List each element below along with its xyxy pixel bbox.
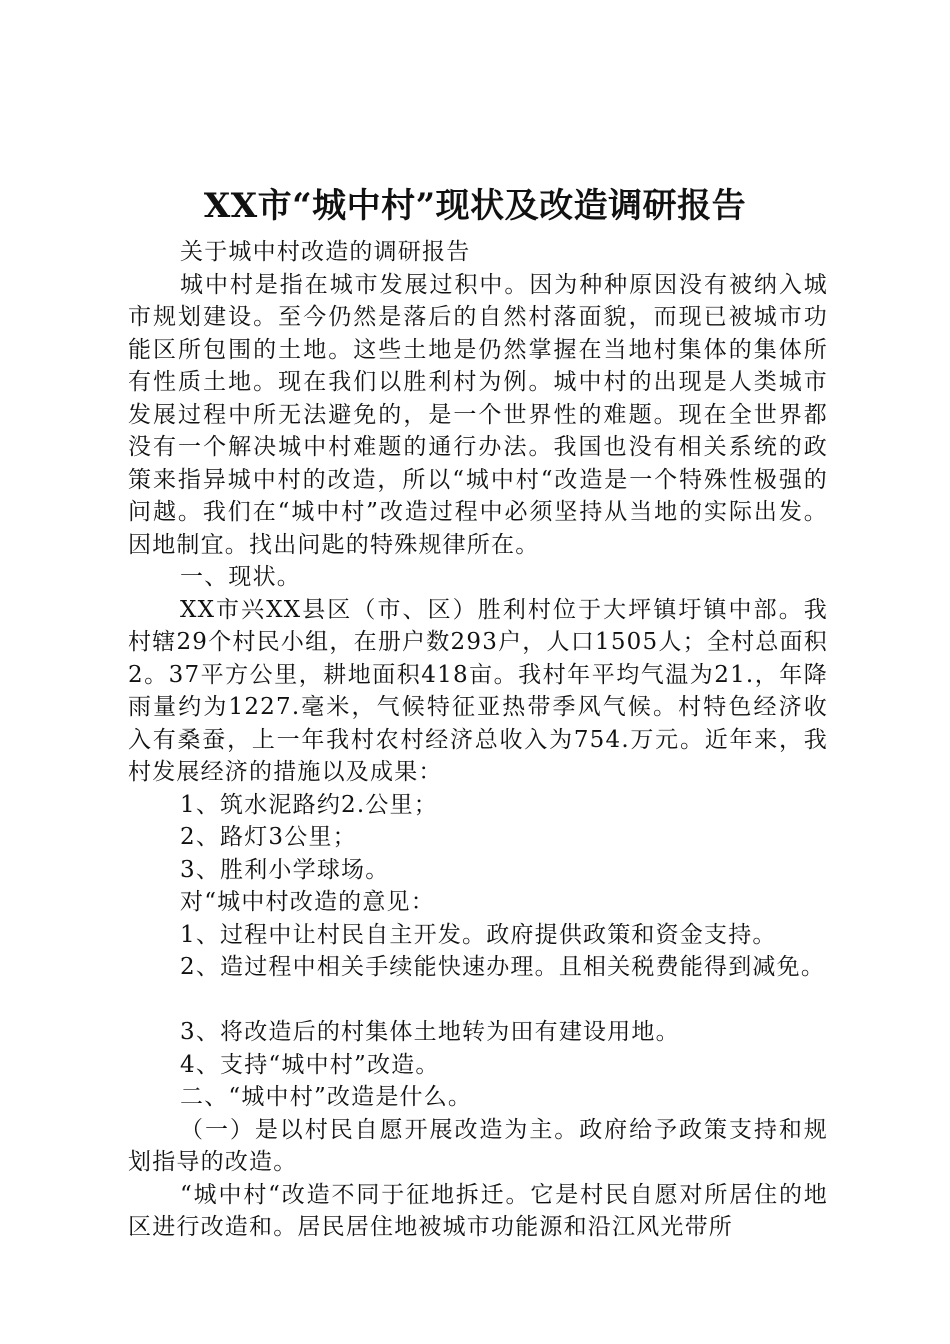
village-overview-paragraph: XX市兴XX县区（市、区）胜利村位于大坪镇圩镇中部。我村辖29个村民小组，在册户数293户，人口1505人；全村总面积2。37平方公里，耕地面积418亩。我村年平均气温为21.，年降雨量约为1227.毫米，气候特征亚热带季风气候。村特色经济收入有桑蚕，上一年我村农村经济总收入为754.万元。近年来，我村发展经济的措施以及成果： (128, 596, 828, 785)
document-title: XX市“城中村”现状及改造调研报告 (203, 186, 747, 226)
opinion-item-3: 3、将改造后的村集体土地转为田有建设用地。 (180, 1019, 680, 1045)
opinions-heading: 对“城中村改造的意见： (180, 889, 435, 915)
document-body (128, 236, 828, 1244)
subtitle-paragraph: 关于城中村改造的调研报告 (180, 239, 471, 265)
intro-paragraph: 城中村是指在城市发展过积中。因为种种原因没有被纳入城市规划建设。至今仍然是落后的自然村落面貌，而现已被城市功能区所包围的土地。这些土地是仍然掌握在当地村集体的集体所有性质土地。现在我们以胜利村为例。城中村的出现是人类城市发展过程中所无法避免的，是一个世界性的难题。现在全世界都没有一个解决城中村难题的通行办法。我国也没有相关系统的政策来指异城中村的改造，所以“城中村“改造是一个特殊性极强的问越。我们在“城中村”改造过程中必须坚持从当地的实际出发。因地制宜。找出问匙的特殊规律所在。 (128, 271, 828, 558)
subsection-paragraph-1: （一）是以村民自愿开展改造为主。政府给予政策支持和规划指导的改造。 (128, 1116, 828, 1175)
opinion-item-4: 4、支持“城中村”改造。 (180, 1051, 440, 1078)
section-heading-status: 一、现状。 (180, 564, 301, 590)
section-heading-what: 二、“城中村”改造是什么。 (180, 1084, 473, 1110)
explanation-paragraph: “城中村“改造不同于征地拆迁。它是村民自愿对所居住的地区进行改造和。居民居住地被城市功能源和沿江风光带所 (128, 1181, 828, 1240)
opinion-item-2: 2、造过程中相关手续能快速办理。且相关税费能得到减免。 (180, 954, 826, 980)
achievement-item-2: 2、路灯3公里； (180, 824, 357, 850)
opinion-item-1: 1、过程中让村民自主开发。政府提供政策和资金支持。 (180, 921, 777, 948)
achievement-item-3: 3、胜利小学球场。 (180, 856, 390, 883)
achievement-item-1: 1、筑水泥路约2.公里； (180, 791, 438, 818)
blank-line (128, 984, 828, 1017)
